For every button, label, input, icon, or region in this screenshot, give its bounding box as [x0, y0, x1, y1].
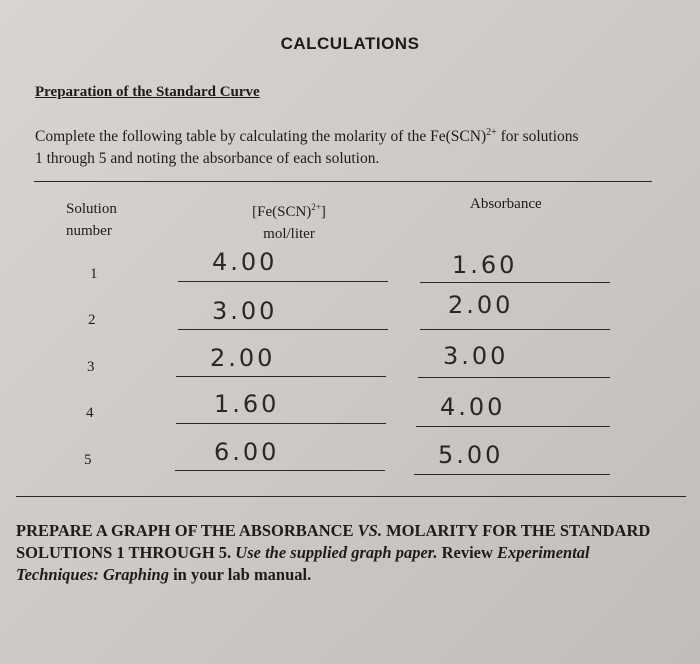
instructions-charge: 2+ — [486, 127, 497, 138]
footer-graph-paper: Use the supplied graph paper. — [235, 543, 442, 562]
absorbance-blank — [418, 377, 610, 378]
header-molarity — [226, 196, 352, 245]
molarity-blank — [176, 376, 386, 377]
molarity-blank — [178, 281, 388, 282]
header-molarity-label: [Fe(SCN) — [252, 204, 312, 220]
header-molarity-charge: 2+ — [311, 202, 321, 212]
header-molarity-units: mol/liter — [263, 226, 315, 242]
row-number: 5 — [84, 452, 92, 468]
molarity-value: 1.60 — [214, 390, 280, 418]
molarity-value: 4.00 — [212, 248, 278, 276]
molarity-value: 6.00 — [214, 438, 280, 466]
absorbance-value: 1.60 — [452, 251, 518, 279]
instructions-line1-text: Complete the following table by calculating the molarity of the Fe(SCN) — [35, 128, 487, 146]
header-number: number — [66, 223, 112, 239]
section-heading: Preparation of the Standard Curve — [35, 84, 260, 100]
absorbance-blank — [420, 329, 610, 330]
header-absorbance: Absorbance — [470, 196, 542, 212]
footer-review: Review — [441, 543, 498, 562]
absorbance-value: 3.00 — [443, 342, 509, 370]
absorbance-blank — [420, 282, 610, 283]
row-number: 1 — [90, 266, 98, 282]
footer-techniques: Experimental Techniques: Graphing — [16, 543, 590, 584]
row-number: 4 — [86, 405, 94, 421]
absorbance-blank — [416, 426, 610, 427]
molarity-blank — [176, 423, 386, 424]
molarity-value: 3.00 — [212, 297, 278, 325]
molarity-value: 2.00 — [210, 344, 276, 372]
table-top-rule — [34, 181, 652, 182]
footer-part2: MOLARITY FOR THE STANDARD SOLUTIONS 1 THROUGH 5. — [16, 521, 651, 562]
page-title: CALCULATIONS — [280, 34, 420, 53]
header-solution: Solution — [66, 201, 117, 217]
instructions-line1-end: for solutions — [496, 128, 579, 146]
absorbance-value: 5.00 — [438, 441, 504, 469]
row-number: 2 — [88, 312, 96, 328]
molarity-blank — [175, 470, 385, 471]
footer-vs: VS. — [357, 521, 382, 540]
molarity-blank — [178, 329, 388, 330]
absorbance-value: 4.00 — [440, 393, 506, 421]
footer-lab-manual: in your lab manual. — [168, 565, 312, 584]
instructions — [35, 122, 665, 170]
row-number: 3 — [87, 359, 95, 375]
absorbance-value: 2.00 — [448, 291, 514, 319]
footer-part1: PREPARE A GRAPH OF THE ABSORBANCE — [16, 521, 358, 540]
header-molarity-bracket: ] — [320, 204, 326, 220]
graph-instructions — [16, 520, 676, 586]
absorbance-blank — [414, 474, 610, 475]
instructions-line2: 1 through 5 and noting the absorbance of each solution. — [35, 150, 380, 168]
table-bottom-rule — [16, 496, 686, 497]
header-solution-number — [66, 198, 117, 242]
